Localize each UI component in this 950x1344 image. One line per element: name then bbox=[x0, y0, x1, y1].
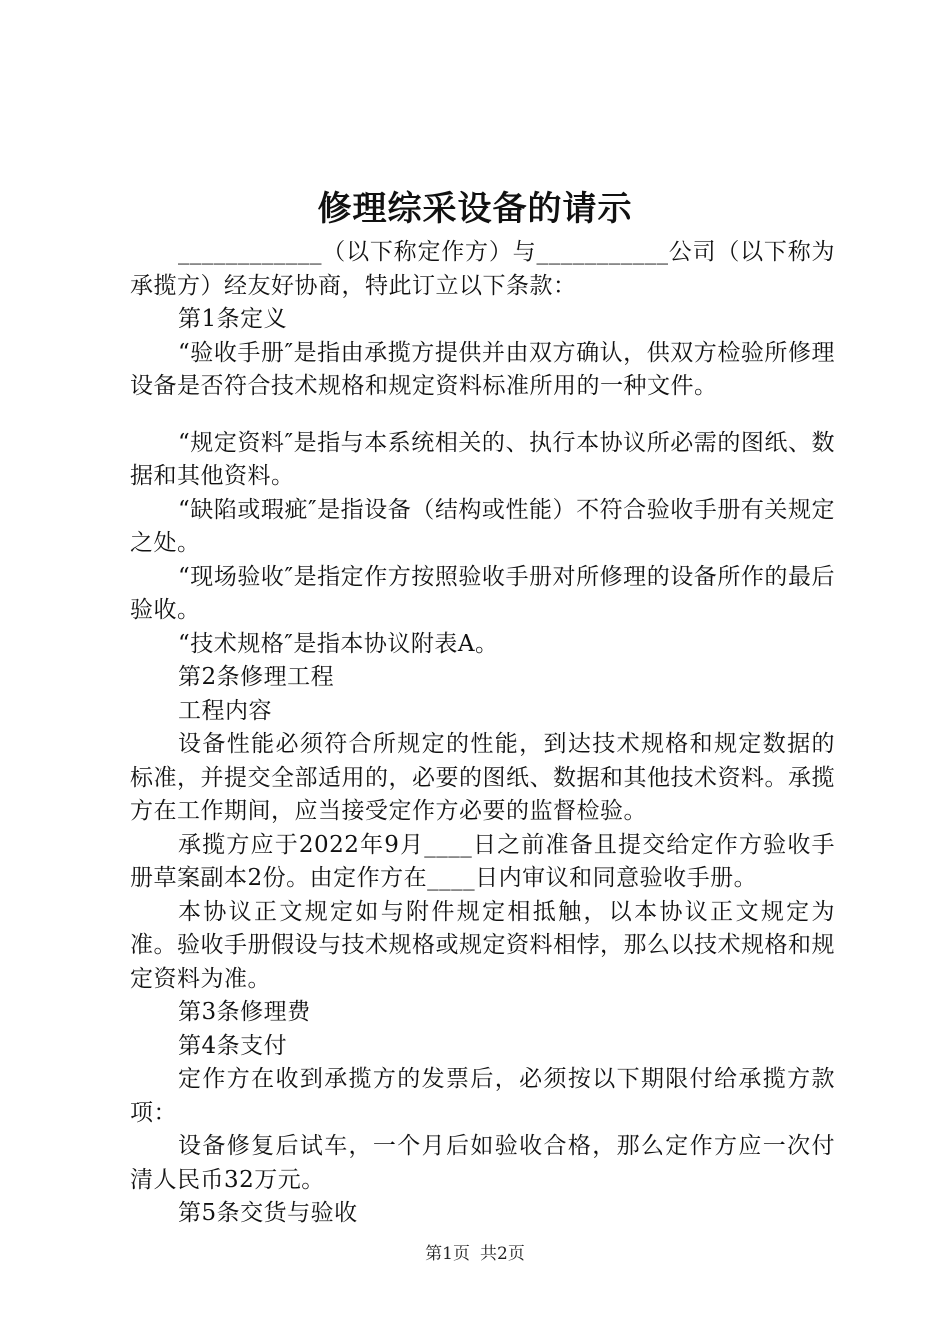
definition-specified-materials: “规定资料″是指与本系统相关的、执行本协议所必需的图纸、数据和其他资料。 bbox=[130, 429, 835, 489]
article-5-heading: 第5条交货与验收 bbox=[178, 1200, 358, 1226]
page-footer bbox=[0, 1242, 950, 1266]
work-content-paragraph: 设备性能必须符合所规定的性能，到达技术规格和规定数据的标准，并提交全部适用的，必要的图纸、数据和其他技术资料。承揽方在工作期间，应当接受定作方必要的监督检验。 bbox=[130, 731, 835, 824]
page-number-current: 第1页 bbox=[425, 1244, 470, 1264]
acceptance-draft-paragraph: 承揽方应于2022年9月____日之前准备且提交给定作方验收手册草案副本2份。由定作方在____日内审议和同意验收手册。 bbox=[130, 831, 835, 891]
page-number-total: 共2页 bbox=[480, 1244, 525, 1264]
document-body bbox=[130, 236, 835, 1231]
article-4-heading: 第4条支付 bbox=[178, 1032, 288, 1059]
document-title: 修理综采设备的请示 bbox=[317, 189, 633, 229]
article-2-heading: 第2条修理工程 bbox=[178, 664, 335, 690]
payment-amount-paragraph: 设备修复后试车，一个月后如验收合格，那么定作方应一次付清人民币32万元。 bbox=[130, 1133, 835, 1193]
conflict-clause-paragraph: 本协议正文规定如与附件规定相抵触，以本协议正文规定为准。验收手册假设与技术规格或规定资料相悖，那么以技术规格和规定资料为准。 bbox=[130, 898, 835, 992]
definition-technical-spec: “技术规格″是指本协议附表A。 bbox=[178, 630, 499, 657]
article-3-heading: 第3条修理费 bbox=[178, 999, 311, 1025]
definition-site-acceptance: “现场验收″是指定作方按照验收手册对所修理的设备所作的最后验收。 bbox=[130, 563, 835, 623]
definition-acceptance-manual: “验收手册″是指由承揽方提供并由双方确认，供双方检验所修理设备是否符合技术规格和规定资料标准所用的一种文件。 bbox=[130, 339, 835, 399]
article-1-heading: 第1条定义 bbox=[178, 306, 288, 332]
payment-terms-paragraph: 定作方在收到承揽方的发票后，必须按以下期限付给承揽方款项： bbox=[130, 1066, 835, 1126]
intro-paragraph: ____________（以下称定作方）与___________公司（以下称为承揽方）经友好协商，特此订立以下条款： bbox=[130, 239, 835, 299]
work-content-heading: 工程内容 bbox=[178, 697, 272, 724]
definition-defects: “缺陷或瑕疵″是指设备（结构或性能）不符合验收手册有关规定之处。 bbox=[130, 496, 835, 556]
